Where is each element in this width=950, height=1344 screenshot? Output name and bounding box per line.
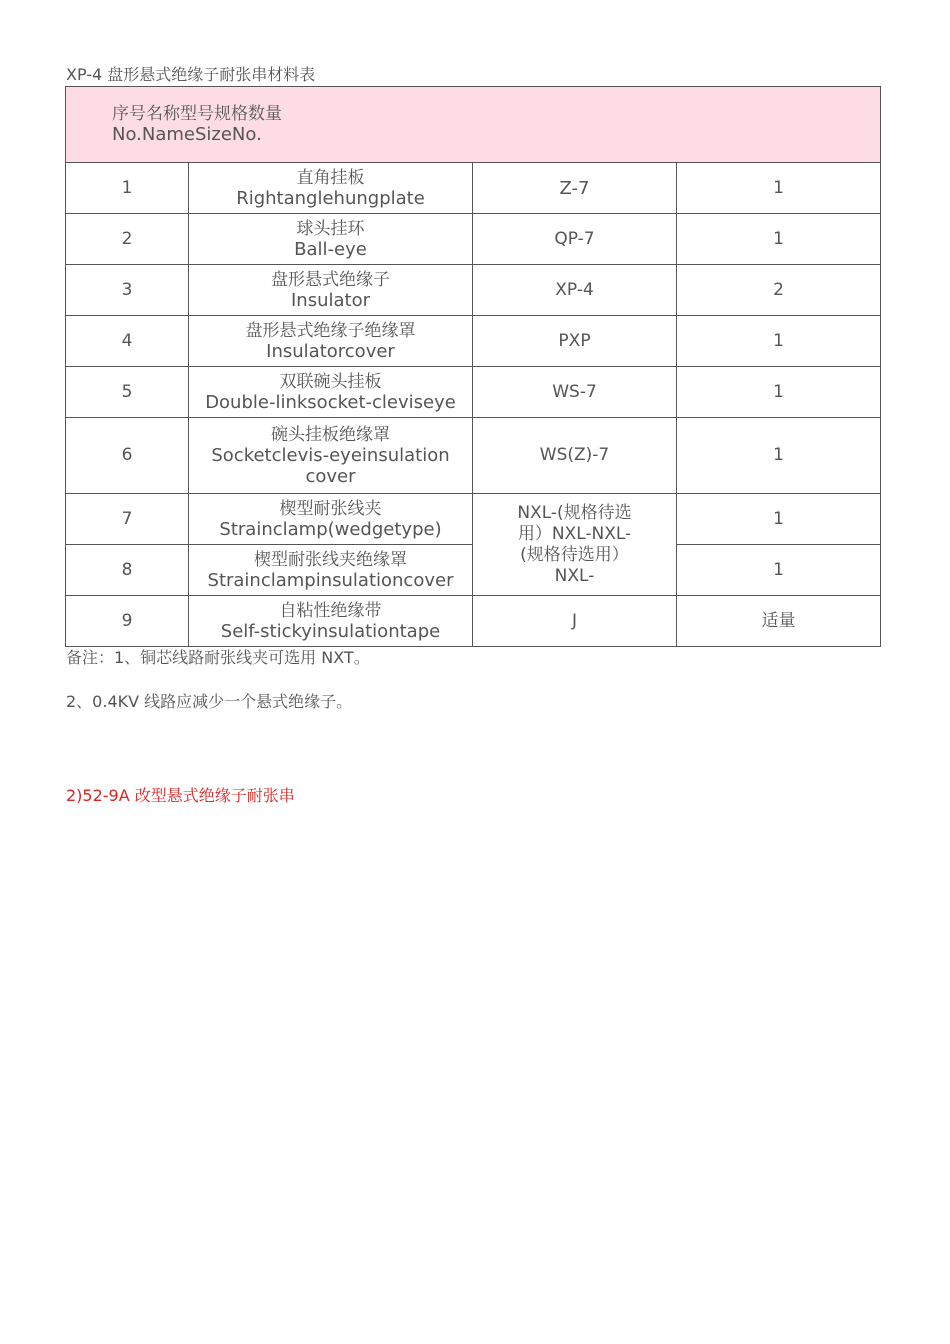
table-row [66, 367, 881, 418]
row-name-cn: 碗头挂板绝缘罩 [271, 424, 390, 445]
row-no: 8 [66, 545, 189, 596]
row-no: 9 [66, 596, 189, 647]
table-header-cell [66, 87, 881, 163]
row-no: 4 [66, 316, 189, 367]
header-cn: 序号名称型号规格数量 [112, 104, 282, 124]
row-name-en: Socketclevis-eyeinsulation cover [211, 444, 450, 487]
row-qty: 1 [677, 545, 881, 596]
row-name-en: Strainclampinsulationcover [207, 569, 454, 591]
row-qty: 1 [677, 494, 881, 545]
table-row [66, 596, 881, 647]
table-header-row [66, 87, 881, 163]
row-qty: 1 [677, 214, 881, 265]
row-no: 7 [66, 494, 189, 545]
row-name-cn: 自粘性绝缘带 [279, 600, 382, 621]
row-name-cn: 楔型耐张线夹 [279, 498, 382, 519]
row-spec: J [473, 596, 677, 647]
row-qty: 1 [677, 367, 881, 418]
material-table [65, 86, 881, 647]
row-spec-merged: NXL-(规格待选用）NXL-NXL-(规格待选用）NXL- [473, 494, 677, 596]
row-name [189, 418, 473, 494]
row-spec: WS-7 [473, 367, 677, 418]
row-name-cn: 球头挂环 [296, 218, 365, 239]
table-row [66, 214, 881, 265]
row-name-en: Rightanglehungplate [236, 187, 425, 209]
row-name [189, 316, 473, 367]
row-no: 6 [66, 418, 189, 494]
row-name [189, 367, 473, 418]
table-row [66, 265, 881, 316]
row-name [189, 494, 473, 545]
row-name [189, 596, 473, 647]
row-name [189, 214, 473, 265]
row-spec: PXP [473, 316, 677, 367]
header-en: No.NameSizeNo. [112, 124, 262, 145]
table-caption: XP-4 盘形悬式绝缘子耐张串材料表 [66, 65, 316, 84]
row-name-en: Insulatorcover [266, 340, 395, 362]
row-qty: 2 [677, 265, 881, 316]
row-qty: 1 [677, 316, 881, 367]
row-name-cn: 双联碗头挂板 [279, 371, 382, 392]
row-spec: Z-7 [473, 163, 677, 214]
row-spec: WS(Z)-7 [473, 418, 677, 494]
row-name-cn: 楔型耐张线夹绝缘罩 [254, 549, 407, 570]
section-heading: 2)52-9A 改型悬式绝缘子耐张串 [66, 786, 295, 805]
row-name-en: Strainclamp(wedgetype) [219, 518, 442, 540]
row-name-cn: 盘形悬式绝缘子 [271, 269, 390, 290]
row-name-en: Double-linksocket-cleviseye [205, 391, 456, 413]
note-2: 2、0.4KV 线路应减少一个悬式绝缘子。 [66, 692, 353, 711]
row-qty: 适量 [677, 596, 881, 647]
row-name-en: Insulator [290, 289, 370, 311]
table-row [66, 494, 881, 545]
table-row [66, 163, 881, 214]
row-no: 1 [66, 163, 189, 214]
row-qty: 1 [677, 163, 881, 214]
row-name [189, 265, 473, 316]
row-name-en: Self-stickyinsulationtape [220, 620, 441, 642]
row-spec: QP-7 [473, 214, 677, 265]
row-no: 2 [66, 214, 189, 265]
row-spec: XP-4 [473, 265, 677, 316]
row-no: 3 [66, 265, 189, 316]
note-1: 备注：1、铜芯线路耐张线夹可选用 NXT。 [66, 648, 370, 667]
row-name [189, 163, 473, 214]
row-name-en: Ball-eye [294, 238, 367, 260]
row-name-cn: 盘形悬式绝缘子绝缘罩 [245, 320, 416, 341]
row-no: 5 [66, 367, 189, 418]
row-qty: 1 [677, 418, 881, 494]
table-row [66, 316, 881, 367]
table-row [66, 418, 881, 494]
row-name [189, 545, 473, 596]
row-name-cn: 直角挂板 [296, 167, 365, 188]
